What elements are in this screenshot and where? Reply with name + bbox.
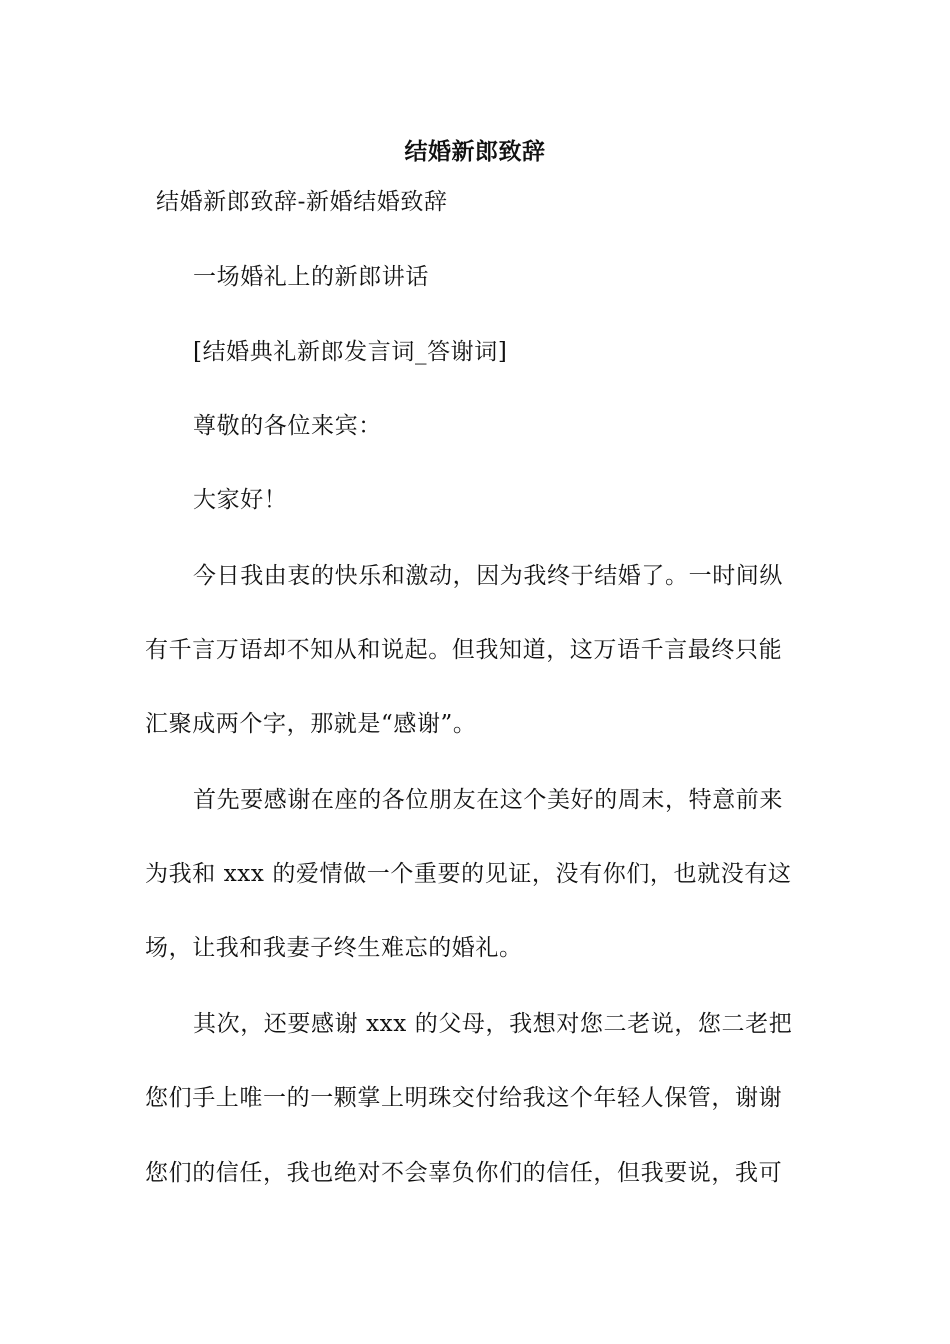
- paragraph-line: 首先要感谢在座的各位朋友在这个美好的周末，特意前来: [193, 787, 783, 813]
- paragraph-line: 其次，还要感谢 xxx 的父母，我想对您二老说，您二老把: [193, 1011, 793, 1037]
- paragraph-line: 您们的信任，我也绝对不会辜负你们的信任，但我要说，我可: [145, 1160, 783, 1186]
- paragraph-line: 场，让我和我妻子终生难忘的婚礼。: [145, 935, 523, 961]
- document-subtitle: 结婚新郎致辞-新婚结婚致辞: [156, 189, 448, 215]
- paragraph-line: [结婚典礼新郎发言词_答谢词]: [193, 339, 508, 365]
- paragraph-line: 汇聚成两个字，那就是“感谢”。: [145, 711, 477, 737]
- paragraph-line: 有千言万语却不知从和说起。但我知道，这万语千言最终只能: [145, 637, 783, 663]
- paragraph-line: 您们手上唯一的一颗掌上明珠交付给我这个年轻人保管，谢谢: [145, 1085, 783, 1111]
- document-title: 结婚新郎致辞: [404, 138, 546, 165]
- paragraph-line: 为我和 xxx 的爱情做一个重要的见证，没有你们，也就没有这: [145, 861, 792, 887]
- paragraph-line: 大家好！: [193, 487, 288, 513]
- paragraph-line: 今日我由衷的快乐和激动，因为我终于结婚了。一时间纵: [193, 563, 783, 589]
- paragraph-line: 尊敬的各位来宾：: [193, 413, 382, 439]
- paragraph-line: 一场婚礼上的新郎讲话: [193, 264, 429, 290]
